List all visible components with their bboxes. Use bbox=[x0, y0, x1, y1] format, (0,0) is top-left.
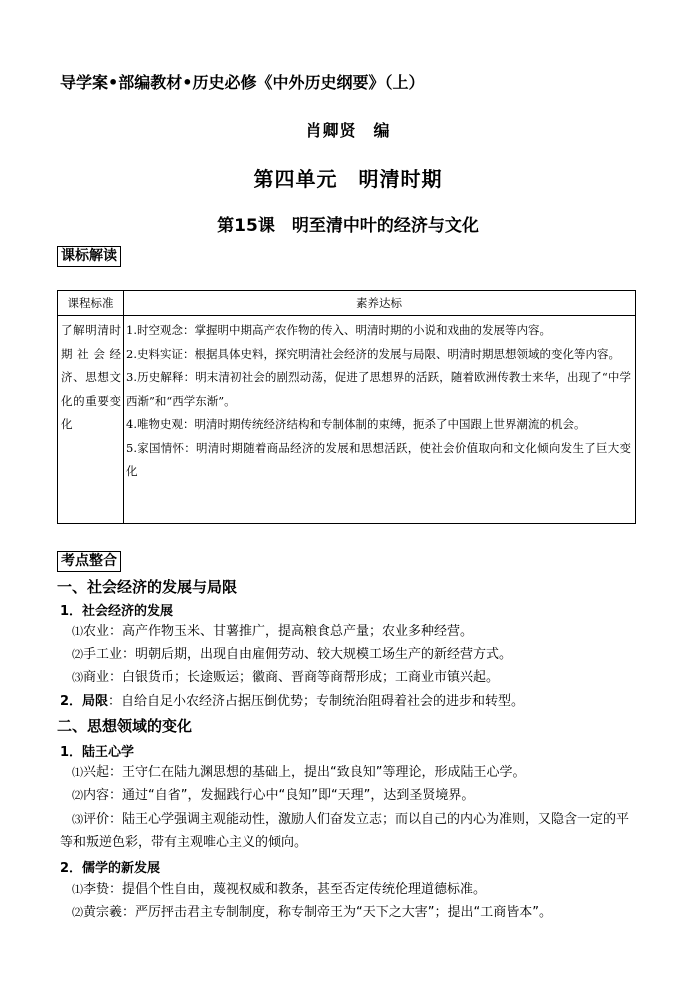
item-text: 手工业：明朝后期，出现自由雇佣劳动、较大规模工场生产的新经营方式。 bbox=[83, 647, 513, 662]
item-mark: ⑶ bbox=[72, 671, 83, 684]
part1-sub1-title: 1．社会经济的发展 bbox=[60, 604, 174, 619]
list-item bbox=[72, 667, 499, 689]
literacy-item: 5.家国情怀：明清时期随着商品经济的发展和思想活跃，使社会价值取向和文化倾向发生了巨大变化 bbox=[126, 440, 631, 478]
item-mark: ⑴ bbox=[72, 883, 83, 896]
document-header-title: 导学案•部编教材•历史必修《中外历史纲要》（上） bbox=[60, 73, 425, 92]
author-line: 肖卿贤 编 bbox=[305, 121, 391, 140]
item-mark: ⑵ bbox=[72, 648, 83, 661]
list-item bbox=[60, 808, 640, 854]
list-item bbox=[72, 762, 525, 784]
table-header-literacy: 素养达标 bbox=[356, 296, 402, 310]
list-item bbox=[72, 902, 552, 924]
list-item bbox=[72, 879, 486, 901]
list-item bbox=[72, 621, 473, 643]
item-mark: ⑵ bbox=[72, 789, 83, 802]
table-cell-standard: 了解明清时期社会经济、思想文化的重要变化 bbox=[61, 323, 121, 431]
list-item bbox=[72, 644, 512, 666]
table-header-divider bbox=[58, 315, 635, 316]
part1-sub2-text: ：自给自足小农经济占据压倒优势；专制统治阻碍着社会的进步和转型。 bbox=[108, 694, 525, 709]
table-cell-literacy bbox=[126, 319, 631, 484]
item-text: 黄宗羲：严厉抨击君主专制制度，称专制帝王为“天下之大害”；提出“工商皆本”。 bbox=[83, 905, 552, 920]
item-text: 商业：白银货币；长途贩运；徽商、晋商等商帮形成；工商业市镇兴起。 bbox=[83, 670, 500, 685]
item-mark: ⑴ bbox=[72, 766, 83, 779]
literacy-item: 4.唯物史观：明清时期传统经济结构和专制体制的束缚，扼杀了中国跟上世界潮流的机会。 bbox=[126, 417, 586, 431]
item-text: 内容：通过“自省”，发掘践行心中“良知”即“天理”，达到圣贤境界。 bbox=[83, 788, 475, 803]
literacy-item: 3.历史解释：明末清初社会的剧烈动荡，促进了思想界的活跃，随着欧洲传教士来华，出现了“中学西渐”和“西学东渐”。 bbox=[126, 370, 631, 408]
item-mark: ⑴ bbox=[72, 625, 83, 638]
unit-title: 第四单元 明清时期 bbox=[253, 167, 443, 191]
table-header-standard: 课程标准 bbox=[67, 296, 114, 310]
item-text: 评价：陆王心学强调主观能动性，激励人们奋发立志；而以自己的内心为准则，又隐含一定的平等和叛逆色彩，带有主观唯心主义的倾向。 bbox=[60, 812, 630, 850]
literacy-item: 1.时空观念：掌握明中期高产农作物的传入、明清时期的小说和戏曲的发展等内容。 bbox=[126, 323, 551, 337]
lesson-title: 第15课 明至清中叶的经济与文化 bbox=[217, 216, 479, 236]
part2-sub1-title: 1．陆王心学 bbox=[60, 745, 135, 760]
part1-title: 一、社会经济的发展与局限 bbox=[57, 578, 238, 596]
item-text: 农业：高产作物玉米、甘薯推广，提高粮食总产量；农业多种经营。 bbox=[83, 624, 474, 639]
curriculum-heading: 课标解读 bbox=[57, 246, 121, 267]
part2-sub2-title: 2．儒学的新发展 bbox=[60, 861, 161, 876]
item-mark: ⑶ bbox=[72, 813, 83, 826]
curriculum-table bbox=[57, 290, 636, 524]
table-column-divider bbox=[123, 291, 124, 523]
list-item bbox=[72, 785, 474, 807]
item-mark: ⑵ bbox=[72, 906, 83, 919]
part1-sub2 bbox=[60, 691, 524, 713]
part1-sub2-title: 2．局限 bbox=[60, 694, 109, 709]
literacy-item: 2.史料实证：根据具体史料，探究明清社会经济的发展与局限、明清时期思想领域的变化等内容。 bbox=[126, 346, 620, 361]
item-text: 兴起：王守仁在陆九渊思想的基础上，提出“致良知”等理论，形成陆王心学。 bbox=[83, 765, 526, 780]
item-text: 李贽：提倡个性自由，蔑视权威和教条，甚至否定传统伦理道德标准。 bbox=[83, 882, 487, 897]
points-heading: 考点整合 bbox=[57, 551, 121, 572]
part2-title: 二、思想领域的变化 bbox=[57, 717, 193, 735]
